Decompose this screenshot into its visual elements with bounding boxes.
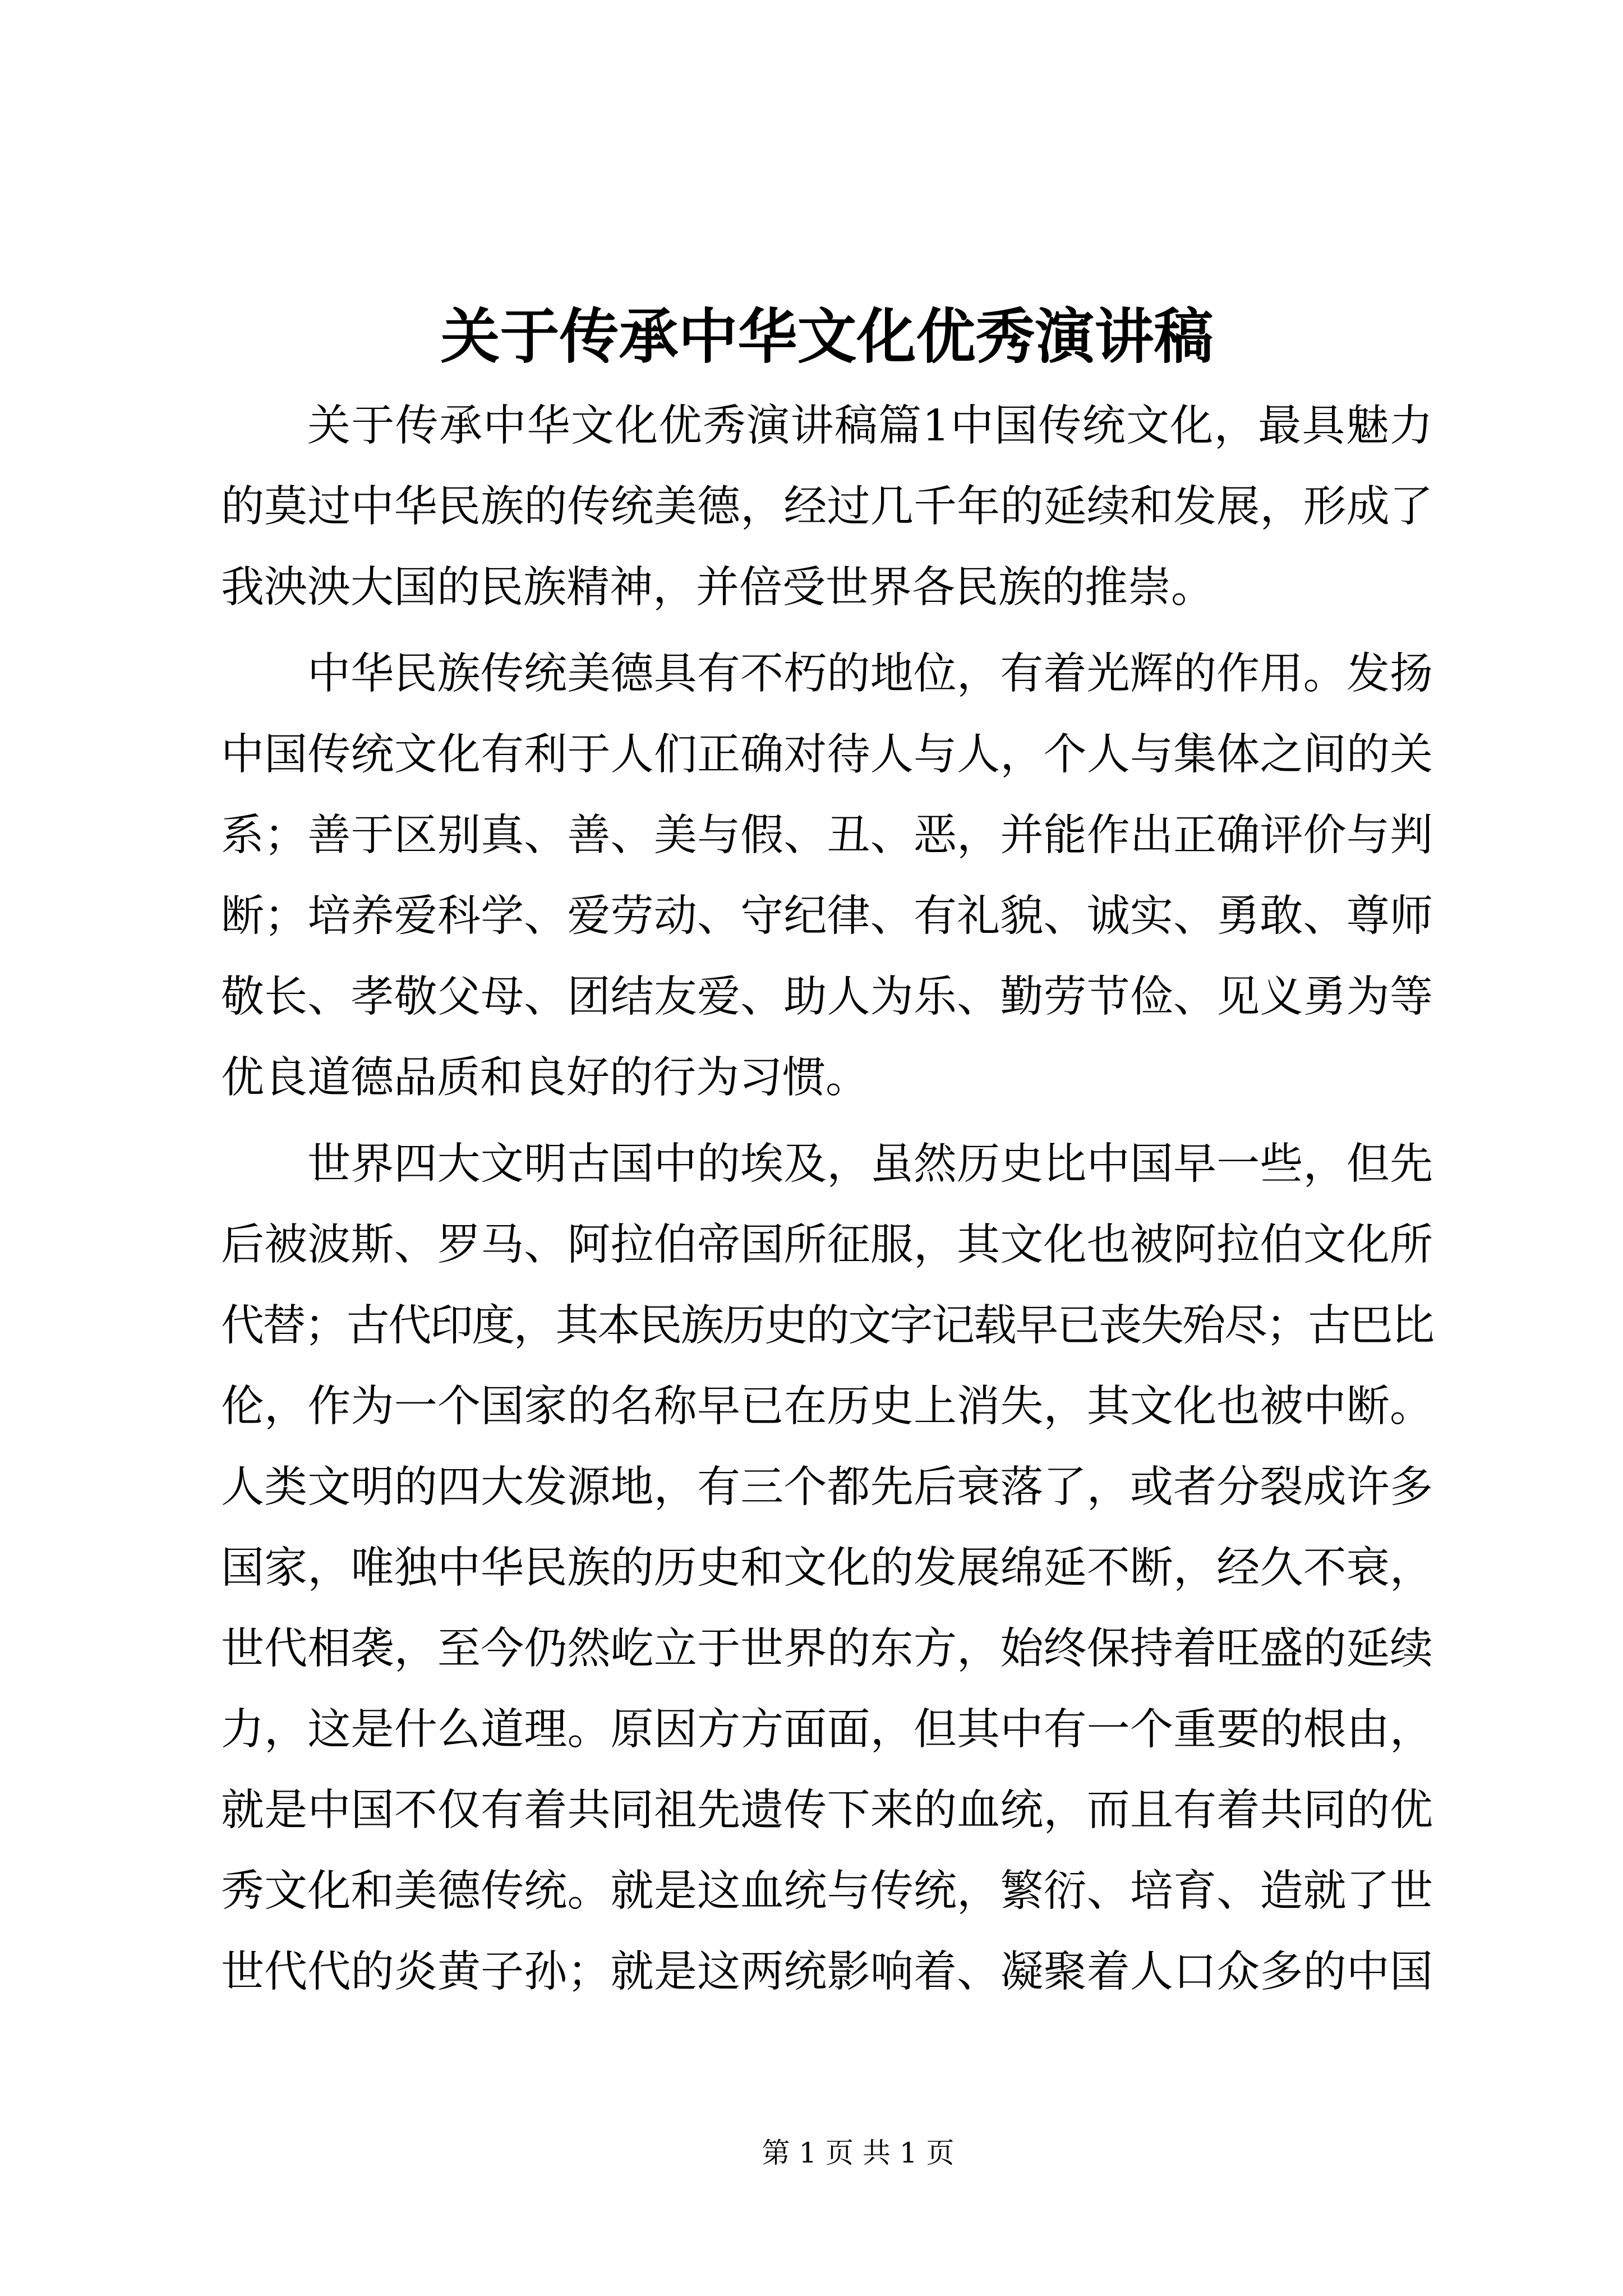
paragraph-line: 伦，作为一个国家的名称早已在历史上消失，其文化也被中断。	[221, 1382, 1433, 1432]
page-footer: 第 1 页 共 1 页	[762, 2137, 955, 2169]
paragraph-line: 秀文化和美德传统。就是这血统与传统，繁衍、培育、造就了世	[221, 1866, 1433, 1916]
paragraph-line: 世代代的炎黄子孙；就是这两统影响着、凝聚着人口众多的中国	[221, 1947, 1433, 1997]
paragraph-line: 力，这是什么道理。原因方方面面，但其中有一个重要的根由，	[221, 1705, 1433, 1755]
paragraph-line: 世代相袭，至今仍然屹立于世界的东方，始终保持着旺盛的延续	[221, 1624, 1433, 1674]
paragraph-line: 世界四大文明古国中的埃及，虽然历史比中国早一些，但先	[307, 1139, 1433, 1189]
paragraph-line: 断；培养爱科学、爱劳动、守纪律、有礼貌、诚实、勇敢、尊师	[221, 891, 1433, 941]
paragraph-line: 国家，唯独中华民族的历史和文化的发展绵延不断，经久不衰，	[221, 1543, 1433, 1593]
paragraph-line: 中华民族传统美德具有不朽的地位，有着光辉的作用。发扬	[307, 649, 1433, 699]
paragraph-1	[221, 386, 1433, 628]
paragraph-line: 关于传承中华文化优秀演讲稿篇1中国传统文化，最具魅力	[307, 401, 1433, 451]
paragraph-line: 中国传统文化有利于人们正确对待人与人，个人与集体之间的关	[221, 730, 1433, 780]
paragraph-line: 敬长、孝敬父母、团结友爱、助人为乐、勤劳节俭、见义勇为等	[221, 972, 1433, 1022]
paragraph-line: 就是中国不仅有着共同祖先遗传下来的血统，而且有着共同的优	[221, 1786, 1433, 1835]
paragraph-3	[221, 1124, 1433, 2013]
paragraph-line: 代替；古代印度，其本民族历史的文字记载早已丧失殆尽；古巴比	[221, 1301, 1433, 1351]
paragraph-line: 我泱泱大国的民族精神，并倍受世界各民族的推崇。	[221, 563, 1214, 613]
document-title: 关于传承中华文化优秀演讲稿	[440, 301, 1214, 371]
paragraph-line: 后被波斯、罗马、阿拉伯帝国所征服，其文化也被阿拉伯文化所	[221, 1220, 1433, 1270]
document-body	[221, 386, 1433, 2018]
paragraph-line: 人类文明的四大发源地，有三个都先后衰落了，或者分裂成许多	[221, 1462, 1433, 1512]
paragraph-line: 的莫过中华民族的传统美德，经过几千年的延续和发展，形成了	[221, 482, 1433, 532]
paragraph-2	[221, 634, 1433, 1119]
paragraph-line: 优良道德品质和良好的行为习惯。	[221, 1053, 869, 1103]
paragraph-line: 系；善于区别真、善、美与假、丑、恶，并能作出正确评价与判	[221, 811, 1433, 861]
